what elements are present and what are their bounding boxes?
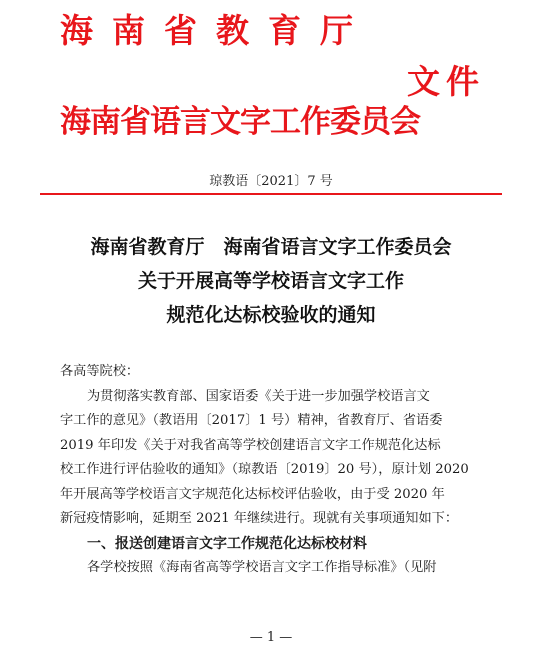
header-document-label: 文件 — [407, 62, 485, 101]
section-heading: 一、报送创建语言文字工作规范化达标校材料 — [87, 535, 367, 552]
header-issuer-education-dept: 海南省教育厅 — [60, 11, 372, 50]
title-line-1: 海南省教育厅 海南省语言文字工作委员会 — [90, 236, 452, 258]
red-divider — [40, 193, 502, 195]
salutation: 各高等院校： — [60, 364, 140, 379]
page-number: — 1 — — [249, 630, 293, 645]
paragraph-line: 2019 年印发《关于对我省高等学校创建语言文字工作规范化达标 — [60, 437, 441, 453]
title-line-2: 关于开展高等学校语言文字工作 — [137, 270, 404, 292]
paragraph-line: 校工作进行评估验收的通知》（琼教语〔2019〕20 号），原计划 2020 — [60, 462, 469, 477]
document-body — [60, 360, 482, 581]
paragraph-line: 字工作的意见》（教语用〔2017〕1 号）精神，省教育厅、省语委 — [60, 413, 443, 428]
document-number: 琼教语〔2021〕7 号 — [209, 174, 333, 189]
paragraph-line: 为贯彻落实教育部、国家语委《关于进一步加强学校语言文 — [87, 388, 430, 404]
header-issuer-language-committee: 海南省语言文字工作委员会 — [60, 104, 420, 140]
paragraph-line: 各学校按照《海南省高等学校语言文字工作指导标准》（见附 — [87, 560, 437, 575]
title-line-3: 规范化达标校验收的通知 — [166, 304, 376, 326]
paragraph-line: 年开展高等学校语言文字规范化达标校评估验收，由于受 2020 年 — [60, 486, 445, 502]
paragraph-line: 新冠疫情影响，延期至 2021 年继续进行。现就有关事项通知如下： — [60, 511, 459, 526]
